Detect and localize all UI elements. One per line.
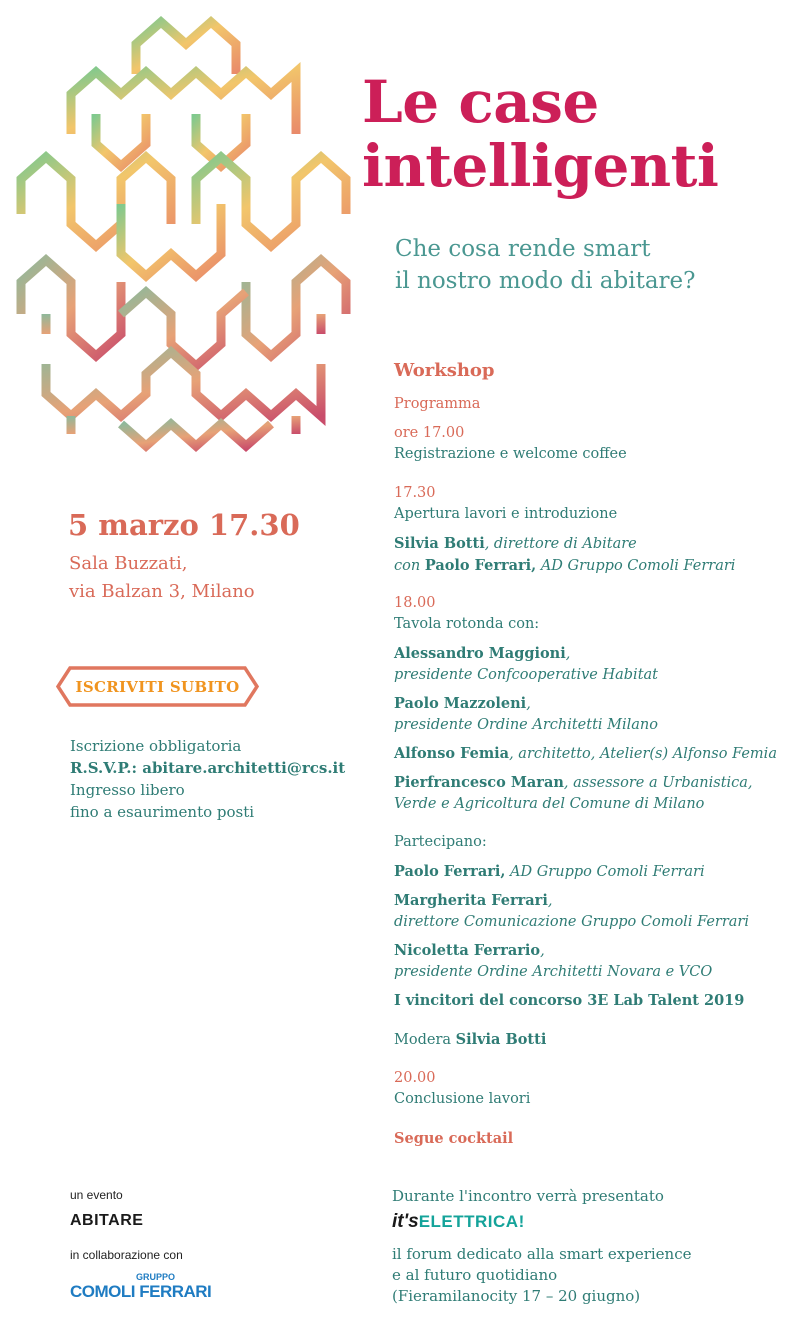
houses-logo-graphic — [16, 14, 354, 462]
comoli-gruppo-text: GRUPPO — [136, 1272, 176, 1282]
comoli-name-text: COMOLI FERRARI — [70, 1282, 212, 1301]
time-2000: 20.00 — [394, 1070, 436, 1086]
venue-line-1: Sala Buzzati, — [69, 553, 188, 574]
time-1730: 17.30 — [394, 485, 436, 501]
program-block-2 — [394, 483, 617, 525]
venue-line-2: via Balzan 3, Milano — [69, 581, 255, 602]
program-block-4 — [394, 1068, 530, 1110]
workshop-heading: Workshop — [394, 360, 495, 381]
abitare-logo: ABITARE — [70, 1212, 144, 1229]
info-limited-seats: fino a esaurimento posti — [70, 803, 255, 821]
main-title — [362, 70, 718, 198]
time-1800: 18.00 — [394, 595, 436, 611]
participant-margherita-ferrari: Margherita Ferrari, direttore Comunicazione Gruppo Comoli Ferrari — [394, 892, 749, 930]
item-tavola-rotonda: Tavola rotonda con: — [394, 616, 540, 632]
program-block-3 — [394, 593, 539, 635]
comoli-ferrari-logo — [70, 1272, 212, 1306]
forum-description: il forum dedicato alla smart experience e al futuro quotidiano (Fieramilanocity 17 – 20 giugno) — [392, 1245, 692, 1305]
title-line-1: Le case — [362, 68, 599, 136]
event-venue — [69, 550, 255, 606]
speaker-maggioni: Alessandro Maggioni, presidente Confcooperative Habitat — [394, 645, 658, 683]
subtitle-line-1: Che cosa rende smart — [395, 236, 651, 262]
programma-label: Programma — [394, 396, 481, 412]
program-block-1 — [394, 423, 627, 465]
contest-winners: I vincitori del concorso 3E Lab Talent 2019 — [394, 992, 745, 1009]
its-elettrica-logo: it'sELETTRICA! — [392, 1211, 525, 1232]
registration-info — [70, 735, 345, 823]
title-line-2: intelligenti — [362, 132, 719, 200]
item-apertura: Apertura lavori e introduzione — [394, 506, 618, 522]
subtitle-line-2: il nostro modo di abitare? — [395, 268, 696, 294]
speaker-femia: Alfonso Femia, architetto, Atelier(s) Alfonso Femia — [394, 745, 777, 762]
time-1700: ore 17.00 — [394, 425, 465, 441]
info-mandatory: Iscrizione obbligatoria — [70, 737, 242, 755]
un-evento-label: un evento — [70, 1188, 123, 1202]
participant-paolo-ferrari: Paolo Ferrari, AD Gruppo Comoli Ferrari — [394, 863, 705, 880]
participant-nicoletta-ferrario: Nicoletta Ferrario, presidente Ordine Architetti Novara e VCO — [394, 942, 713, 980]
event-date: 5 marzo 17.30 — [68, 508, 300, 542]
item-registrazione: Registrazione e welcome coffee — [394, 446, 627, 462]
collaborazione-label: in collaborazione con — [70, 1248, 183, 1262]
speaker-maran: Pierfrancesco Maran, assessore a Urbanistica, Verde e Agricoltura del Comune di Milano — [394, 774, 753, 812]
presentation-line: Durante l'incontro verrà presentato — [392, 1187, 664, 1205]
partecipano-label: Partecipano: — [394, 834, 487, 850]
register-button[interactable]: ISCRIVITI SUBITO — [75, 677, 240, 696]
speaker-silvia-botti: Silvia Botti, direttore di Abitare con Paolo Ferrari, AD Gruppo Comoli Ferrari — [394, 535, 736, 574]
moderator: Modera Silvia Botti — [394, 1031, 547, 1048]
segue-cocktail: Segue cocktail — [394, 1130, 514, 1147]
rsvp-email-link[interactable]: R.S.V.P.: abitare.architetti@rcs.it — [70, 759, 346, 777]
speaker-mazzoleni: Paolo Mazzoleni, presidente Ordine Architetti Milano — [394, 695, 659, 733]
subtitle — [395, 233, 696, 297]
info-free-entry: Ingresso libero — [70, 781, 185, 799]
item-conclusione: Conclusione lavori — [394, 1091, 531, 1107]
